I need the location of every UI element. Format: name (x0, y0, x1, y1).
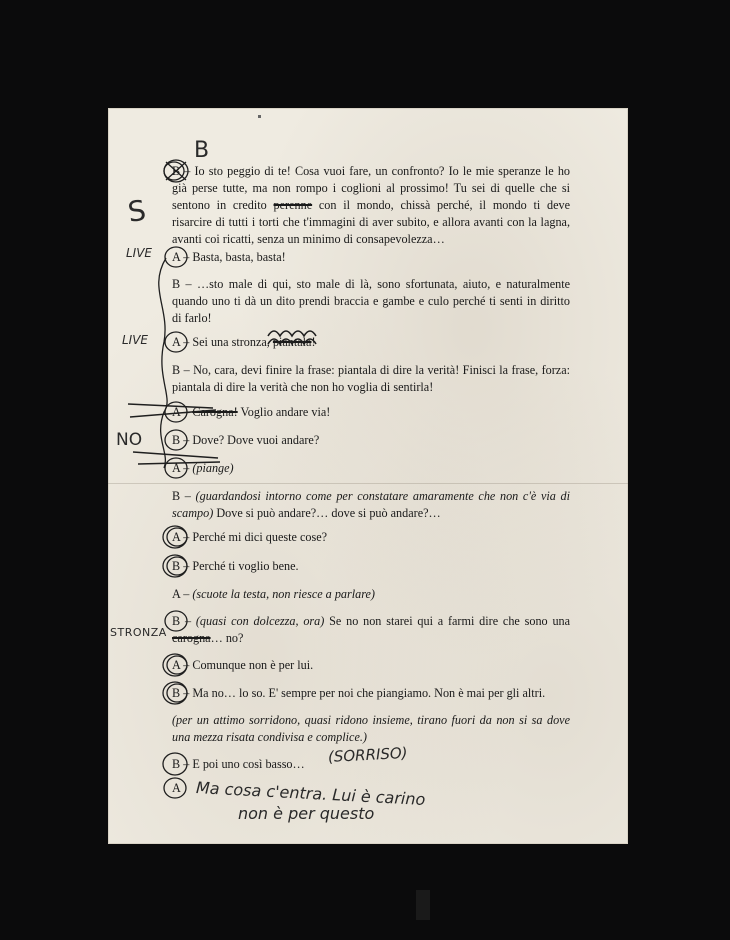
struck-word: Carogna! (192, 405, 238, 419)
binder-clip (416, 890, 430, 920)
handwritten-b: B (194, 138, 210, 163)
text-line: B – No, cara, devi finire la frase: piantala di dire la verità! Finisci la frase, forza: (172, 363, 571, 377)
speaker-label: B (172, 757, 181, 771)
handwritten-no: NO (116, 430, 143, 450)
text-line: A – Sei una stronza, piantala! (172, 335, 316, 349)
speaker-label: B (172, 164, 181, 178)
speaker-label: A (172, 530, 181, 544)
handwritten-note: non è per questo (238, 804, 375, 823)
handwritten-stronza: STRONZA (110, 626, 167, 639)
page-fold (108, 483, 628, 484)
speaker-label: B (172, 277, 181, 291)
handwritten-sorriso: (SORRISO) (327, 743, 409, 766)
text-line: una mezza risata condivisa e complice.) (172, 730, 367, 744)
document-page (108, 108, 628, 844)
handwritten-s: S (125, 193, 148, 229)
speaker-label: A (172, 658, 181, 672)
text-line: B – E poi uno così basso… (172, 757, 305, 771)
speaker-label: A (172, 335, 181, 349)
text-line: B – Perché ti voglio bene. (172, 559, 299, 573)
speaker-label: B (172, 489, 181, 503)
handwritten-note: Ma cosa c'entra. Lui è carino (195, 778, 426, 810)
text-line: B – (quasi con dolcezza, ora) Se no non starei qui a farmi dire che sono una (172, 614, 571, 628)
text-line: B – Ma no… lo so. E' sempre per noi che piangiamo. Non è mai per gli altri. (172, 686, 546, 700)
text-line: piantala di dire la verità che non ho voglia di sentirla! (172, 380, 434, 394)
text-line: A – Basta, basta, basta! (172, 250, 286, 264)
speaker-label: B (172, 686, 181, 700)
speaker-label: A (172, 250, 181, 264)
speaker-label: B (172, 559, 181, 573)
text-line: (per un attimo sorridono, quasi ridono insieme, tirano fuori da non si sa dove (172, 713, 570, 727)
text-line: di farlo! (172, 311, 212, 325)
speaker-label: A (172, 587, 181, 601)
text-line: quando uno ti dà un dito prendi braccia e gambe e culo perché ti senti in diritto (172, 294, 570, 308)
speaker-label: B (172, 433, 181, 447)
speaker-label: B (172, 614, 181, 628)
struck-word: carogna (172, 631, 211, 645)
text-line: A – Comunque non è per lui. (172, 658, 314, 672)
speaker-label: A (172, 405, 181, 419)
struck-word: piantala (272, 335, 312, 349)
text-line: B – (guardandosi intorno come per constatare amaramente che non c'è via di (172, 489, 571, 503)
strike-line (133, 452, 218, 458)
text-line: avanti coi ricatti, senza un minimo di consapevolezza… (172, 232, 445, 246)
text-line: scampo) Dove si può andare?… dove si può andare?… (172, 506, 441, 520)
text-line: sentono in credito perenne con il mondo, chissà perché, il mondo ti deve (172, 198, 570, 212)
speaker-label: A (172, 461, 181, 475)
connector-line (159, 258, 167, 468)
text-line: A – (scuote la testa, non riesce a parlare) (172, 587, 375, 601)
text-line: B – Dove? Dove vuoi andare? (172, 433, 320, 447)
page-mark (258, 115, 261, 118)
text-line: B – …sto male di qui, sto male di là, sono sfortunata, aiuto, e naturalmente (172, 277, 571, 291)
handwritten-live: LIVE (126, 246, 153, 260)
text-line: B – Io sto peggio di te! Cosa vuoi fare, un confronto? Io le mie speranze le ho (172, 164, 571, 178)
speaker-label: B (172, 363, 181, 377)
text-line: già perse tutte, ma non rompo i coglioni al prossimo! Tu sei di quelle che si (172, 181, 570, 195)
speaker-label: A (172, 781, 181, 795)
text-line: A – (piange) (172, 461, 234, 475)
text-line: A – Perché mi dici queste cose? (172, 530, 328, 544)
text-line: risarcire di tutti i torti che t'immagini di aver subito, e allora avanti con la lagna, (172, 215, 570, 229)
text-line: carogna… no? (172, 631, 244, 645)
handwritten-live: LIVE (122, 333, 149, 347)
struck-word: perenne (273, 198, 313, 212)
text-line: A – Carogna! Voglio andare via! (172, 405, 331, 419)
